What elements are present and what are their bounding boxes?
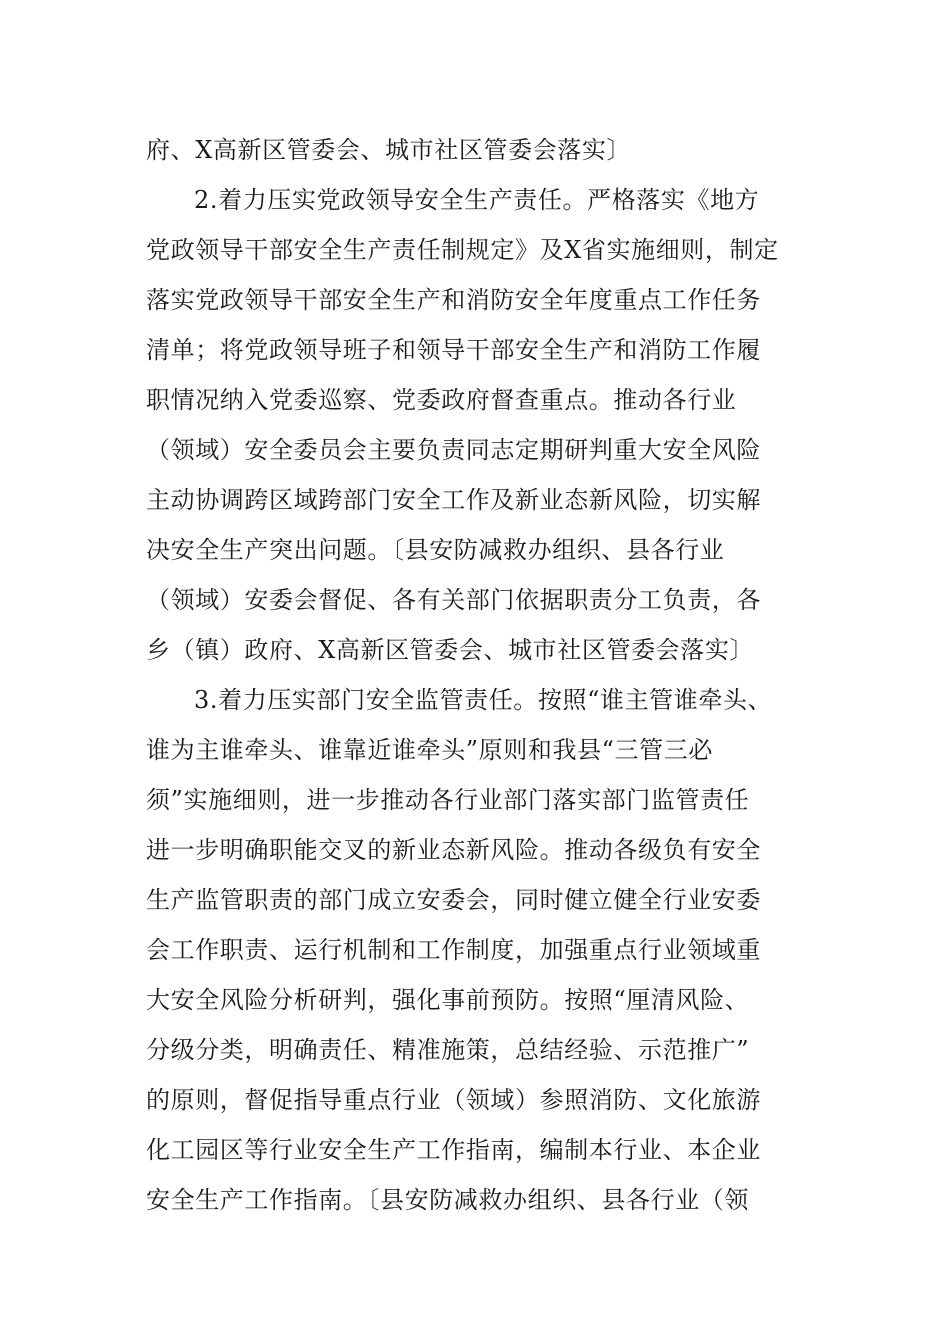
text-line: （领域）安委会督促、各有关部门依据职责分工负责，各 [146, 586, 761, 614]
text-line: 清单；将党政领导班子和领导干部安全生产和消防工作履 [146, 336, 761, 364]
text-line: （领域）安全委员会主要负责同志定期研判重大安全风险 [146, 436, 761, 464]
text-line: 分级分类，明确责任、精准施策，总结经验、示范推广” [146, 1036, 750, 1064]
text-line: 会工作职责、运行机制和工作制度，加强重点行业领域重 [146, 936, 761, 964]
text-line: 进一步明确职能交叉的新业态新风险。推动各级负有安全 [146, 836, 761, 864]
text-line: 谁为主谁牵头、谁靠近谁牵头”原则和我县“三管三必 [146, 736, 713, 764]
paragraph-2-first-line: 2.着力压实党政领导安全生产责任。严格落实《地方 [194, 186, 760, 214]
text-line: 大安全风险分析研判，强化事前预防。按照“厘清风险、 [146, 986, 750, 1014]
text-line: 党政领导干部安全生产责任制规定》及X省实施细则，制定 [146, 236, 779, 264]
text-line: 落实党政领导干部安全生产和消防安全年度重点工作任务 [146, 286, 761, 314]
text-line: 府、X高新区管委会、城市社区管委会落实〕 [146, 136, 632, 164]
paragraph-3-first-line: 3.着力压实部门安全监管责任。按照“谁主管谁牵头、 [194, 686, 773, 714]
text-line: 生产监管职责的部门成立安委会，同时健立健全行业安委 [146, 886, 761, 914]
text-line: 的原则，督促指导重点行业（领域）参照消防、文化旅游 [146, 1086, 761, 1114]
text-line: 须”实施细则，进一步推动各行业部门落实部门监管责任 [146, 786, 750, 814]
text-line: 安全生产工作指南。〔县安防减救办组织、县各行业（领 [146, 1186, 749, 1214]
text-line: 职情况纳入党委巡察、党委政府督查重点。推动各行业 [146, 386, 737, 414]
text-line: 乡（镇）政府、X高新区管委会、城市社区管委会落实〕 [146, 636, 755, 664]
text-line: 主动协调跨区域跨部门安全工作及新业态新风险，切实解 [146, 486, 761, 514]
text-line: 决安全生产突出问题。〔县安防减救办组织、县各行业 [146, 536, 725, 564]
text-line: 化工园区等行业安全生产工作指南，编制本行业、本企业 [146, 1136, 761, 1164]
